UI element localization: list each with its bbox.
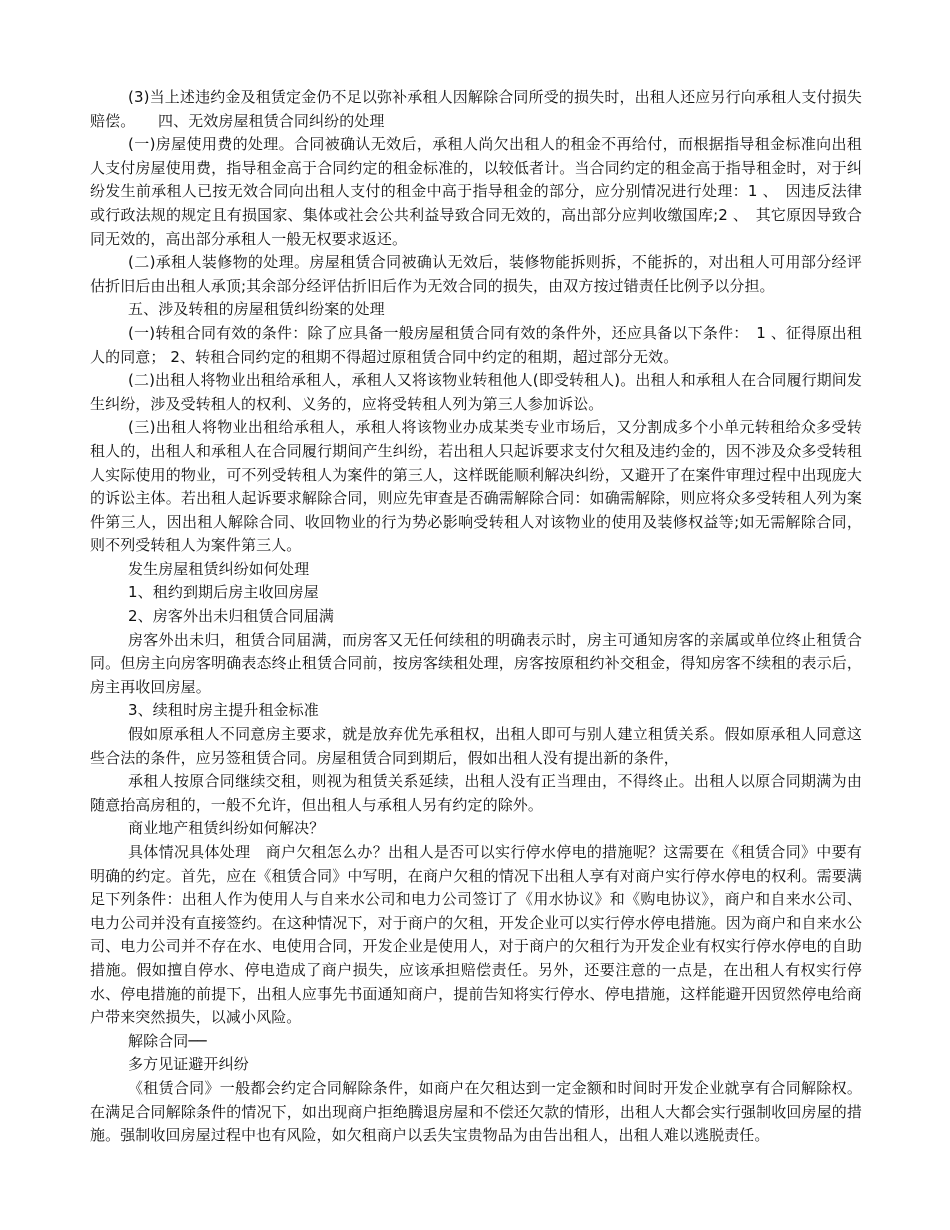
paragraph: 《租赁合同》一般都会约定合同解除条件，如商户在欠租达到一定金额和时间时开发企业就享有合同解除权。在满足合同解除条件的情况下，如出现商户拒绝腾退房屋和不偿还欠款的情形，出租人大都会实行强制收回房屋的措施。强制收回房屋过程中也有风险，如欠租商户以丢失宝贵物品为由告出租人，出租人难以逃脱责任。: [90, 1078, 862, 1145]
section-heading: 发生房屋租赁纠纷如何处理: [128, 559, 310, 578]
paragraph: (二)出租人将物业出租给承租人，承租人又将该物业转租他人(即受转租人)。出租人和承租人在合同履行期间发生纠纷，涉及受转租人的权利、义务的，应将受转租人列为第三人参加诉讼。: [90, 371, 862, 413]
paragraph: 假如原承租人不同意房主要求，就是放弃优先承租权，出租人即可与别人建立租赁关系。假如原承租人同意这些合法的条件，应另签租赁合同。房屋租赁合同到期后，假如出租人没有提出新的条件，: [90, 725, 862, 767]
section-heading: 商业地产租赁纠纷如何解决？: [128, 819, 325, 838]
list-item: 2、房客外出未归租赁合同届满: [128, 607, 334, 626]
paragraph: (一)转租合同有效的条件：除了应具备一般房屋租赁合同有效的条件外，还应具备以下条件： 1 、征得原出租人的同意； 2、转租合同约定的租期不得超过原租赁合同中约定的租期，超过部分无效。: [90, 323, 862, 366]
list-item: 1、租约到期后房主收回房屋: [128, 583, 319, 602]
paragraph: (3)当上述违约金及租赁定金仍不足以弥补承租人因解除合同所受的损失时，出租人还应另行向承租人支付损失赔偿。 四、无效房屋租赁合同纠纷的处理: [90, 88, 862, 130]
section-heading: 解除合同──: [128, 1031, 207, 1050]
paragraph: 承租人按原合同继续交租，则视为租赁关系延续，出租人没有正当理由，不得终止。出租人以原合同期满为由随意抬高房租的，一般不允许，但出租人与承租人另有约定的除外。: [90, 772, 862, 814]
paragraph: 具体情况具体处理 商户欠租怎么办？出租人是否可以实行停水停电的措施呢？这需要在《租赁合同》中要有明确的约定。首先，应在《租赁合同》中写明，在商户欠租的情况下出租人享有对商户实行停水停电的权利。需要满足下列条件：出租人作为使用人与自来水公司和电力公司签订了《用水协议》和《购电协议》，商户和自来水公司、电力公司并没有直接签约。在这种情况下，对于商户的欠租，开发企业可以实行停水停电措施。因为商户和自来水公司、电力公司并不存在水、电使用合同，开发企业是使用人，对于商户的欠租行为开发企业有权实行停水停电的自助措施。假如擅自停水、停电造成了商户损失，应该承担赔偿责任。另外，还要注意的一点是，在出租人有权实行停水、停电措施的前提下，出租人应事先书面通知商户，提前告知将实行停水、停电措施，这样能避开因贸然停电给商户带来突然损失，以减小风险。: [90, 843, 862, 1027]
paragraph: 房客外出未归，租赁合同届满，而房客又无任何续租的明确表示时，房主可通知房客的亲属或单位终止租赁合同。但房主向房客明确表态终止租赁合同前，按房客续租处理，房客按原租约补交租金，得知房客不续租的表示后，房主再收回房屋。: [90, 630, 862, 696]
paragraph: (一)房屋使用费的处理。合同被确认无效后，承租人尚欠出租人的租金不再给付，而根据指导租金标准向出租人支付房屋使用费，指导租金高于合同约定的租金标准的，以较低者计。当合同约定的租金高于指导租金时，对于纠纷发生前承租人已按无效合同向出租人支付的租金中高于指导租金的部分，应分别情况进行处理：1 、 因违反法律或行政法规的规定且有损国家、集体或社会公共利益导致合同无效的，高出部分应判收缴国库;2 、 其它原因导致合同无效的，高出部分承租人一般无权要求返还。: [90, 135, 862, 248]
paragraph: (三)出租人将物业出租给承租人，承租人将该物业办成某类专业市场后，又分割成多个小单元转租给众多受转租人的，出租人和承租人在合同履行期间产生纠纷，若出租人只起诉要求支付欠租及违约金的，因不涉及众多受转租人实际使用的物业，可不列受转租人为案件的第三人，这样既能顺利解决纠纷，又避开了在案件审理过程中出现庞大的诉讼主体。若出租人起诉要求解除合同，则应先审查是否确需解除合同：如确需解除，则应将众多受转租人列为案件第三人，因出租人解除合同、收回物业的行为势必影响受转租人对该物业的使用及装修权益等;如无需解除合同，则不列受转租人为案件第三人。: [90, 418, 862, 555]
section-heading: 五、涉及转租的房屋租赁纠纷案的处理: [128, 300, 385, 319]
paragraph: (二)承租人装修物的处理。房屋租赁合同被确认无效后，装修物能拆则拆，不能拆的，对出租人可用部分经评估折旧后由出租人承顶;其余部分经评估折旧后作为无效合同的损失，由双方按过错责任比例予以分担。: [90, 253, 862, 295]
document-body: [90, 86, 862, 1148]
section-heading: 多方见证避开纠纷: [128, 1055, 249, 1074]
list-item: 3、续租时房主提升租金标准: [128, 701, 319, 720]
